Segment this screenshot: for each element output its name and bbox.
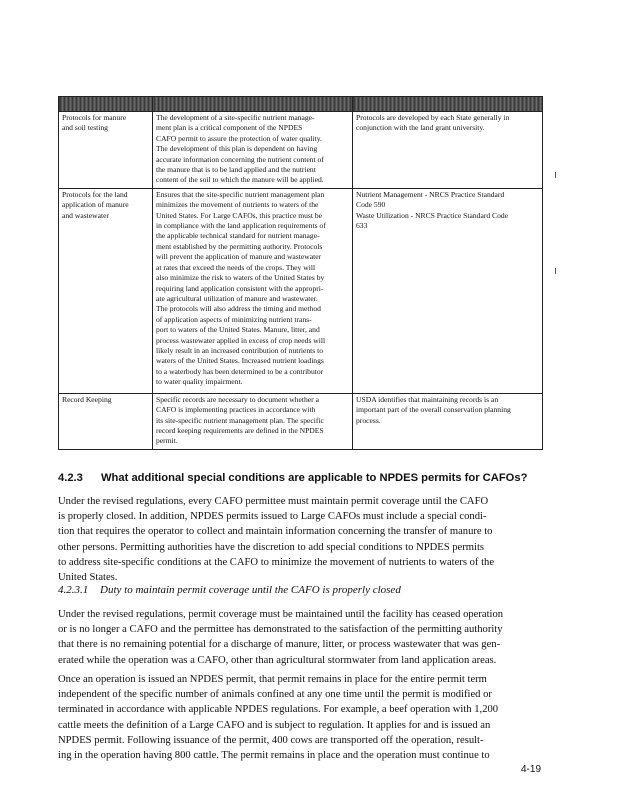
cell-line: CAFO permit to assure the protection of water quality. xyxy=(156,133,322,143)
table-cell-reference xyxy=(353,393,543,449)
cell-line: ment plan is a critical component of the NPDES xyxy=(156,123,303,133)
cell-line: permit. xyxy=(156,436,178,446)
cell-line: process wastewater applied in excess of crop needs will xyxy=(156,335,326,345)
section-number: 4.2.3 xyxy=(58,472,83,484)
text-line: Once an operation is issued an NPDES permit, that permit remains in place for the entire permit term xyxy=(58,674,487,685)
text-line: terminated in accordance with applicable NPDES regulations. For example, a beef operation with 1,200 xyxy=(58,704,499,716)
table-cell-practice xyxy=(59,393,153,449)
section-paragraph xyxy=(58,494,548,585)
cell-line: Waste Utilization - NRCS Practice Standard Code xyxy=(356,210,509,220)
cell-line: and wastewater xyxy=(62,210,110,220)
subsection-paragraph xyxy=(58,672,548,763)
cell-line: requiring land application consistent with the appropri- xyxy=(156,283,324,293)
cell-line: minimizes the movement of nutrients to waters of the xyxy=(156,200,319,210)
table-row xyxy=(59,188,543,393)
table-cell-purpose xyxy=(153,188,353,393)
cell-line: Nutrient Management - NRCS Practice Standard xyxy=(356,189,505,199)
subsection-title: Duty to maintain permit coverage until the CAFO is properly closed xyxy=(100,584,401,596)
table-header-cell xyxy=(59,97,153,112)
cell-line: process. xyxy=(356,415,381,425)
cell-line: also minimize the risk to waters of the United States by xyxy=(156,273,325,283)
cell-line: The development of a site-specific nutrient manage- xyxy=(156,113,315,122)
text-line: ing in the operation having 800 cattle. The permit remains in place and the operation must continue to xyxy=(58,750,490,762)
cell-line: Protocols for manure xyxy=(62,113,127,122)
text-line: United States. xyxy=(58,572,118,584)
cell-line: accurate information concerning the nutrient content of xyxy=(156,154,324,164)
cell-line: port to waters of the United States. Manure, litter, and xyxy=(156,325,320,335)
cell-line: likely result in an increased contribution of nutrients to xyxy=(156,345,324,355)
cell-line: the manure that is to be land applied and the nutrient xyxy=(156,165,316,175)
text-line: independent of the specific number of animals confined at any one time until the permit is modified or xyxy=(58,689,492,701)
text-line: NPDES permit. Following issuance of the permit, 400 cows are transported off the operation, result- xyxy=(58,734,484,746)
cell-line: The protocols will also address the timing and method xyxy=(156,304,321,314)
cell-line: to a waterbody has been determined to be a contributor xyxy=(156,366,324,376)
cell-line: ment established by the permitting authority. Protocols xyxy=(156,241,323,251)
table-cell-practice xyxy=(59,188,153,393)
cell-line: will prevent the application of manure and wastewater xyxy=(156,252,322,262)
text-line: Under the revised regulations, permit coverage must be maintained until the facility has ceased operation xyxy=(58,609,504,620)
text-line: cattle meets the definition of a Large CAFO and is subject to regulation. It applies for and is issued an xyxy=(58,719,491,731)
cell-line: the applicable technical standard for nutrient manage- xyxy=(156,231,320,241)
cell-line: in compliance with the land application requirements of xyxy=(156,221,326,231)
section-heading xyxy=(58,472,527,484)
table-header-cell xyxy=(353,97,543,112)
cell-line: waters of the United States. Increased nutrient loadings xyxy=(156,356,324,366)
subsection-heading xyxy=(58,584,401,596)
subsection-number: 4.2.3.1 xyxy=(58,584,89,596)
text-line: erated while the operation was a CAFO, other than agricultural stormwater from land application areas. xyxy=(58,654,497,666)
text-line: Under the revised regulations, every CAFO permittee must maintain permit coverage until the CAFO xyxy=(58,496,489,507)
text-line: is properly closed. In addition, NPDES permits issued to Large CAFOs must include a special condi- xyxy=(58,511,487,523)
table-row xyxy=(59,112,543,189)
cell-line: record keeping requirements are defined in the NPDES xyxy=(156,426,324,436)
bmp-table xyxy=(58,96,543,450)
cell-line: to water quality impairment. xyxy=(156,377,243,387)
table-header-row xyxy=(59,97,543,112)
cell-line: Specific records are necessary to document whether a xyxy=(156,394,319,404)
text-line: tion that requires the operator to collect and maintain information concerning the transfer of manure to xyxy=(58,526,493,538)
cell-line: Code 590 xyxy=(356,200,386,210)
table-row xyxy=(59,393,543,449)
cell-line: ate agricultural utilization of manure and wastewater. xyxy=(156,293,318,303)
cell-line: Record Keeping xyxy=(62,394,112,404)
cell-line: Protocols are developed by each State generally in xyxy=(356,113,510,122)
cell-line: content of the soil to which the manure will be applied. xyxy=(156,175,324,185)
cell-line: The development of this plan is dependent on having xyxy=(156,144,318,154)
page-number: 4-19 xyxy=(521,764,542,775)
table-cell-practice xyxy=(59,112,153,189)
cell-line: conjunction with the land grant university. xyxy=(356,123,485,133)
table-cell-purpose xyxy=(153,393,353,449)
cell-line: 633 xyxy=(356,221,368,231)
text-line: or is no longer a CAFO and the permittee has demonstrated to the satisfaction of the permitting authority xyxy=(58,624,503,636)
cell-line: and soil testing xyxy=(62,123,108,133)
cell-line: USDA identifies that maintaining records is an xyxy=(356,394,499,404)
cell-line: important part of the overall conservation planning xyxy=(356,405,511,415)
cell-line: of application aspects of minimizing nutrient trans- xyxy=(156,314,312,324)
cell-line: application of manure xyxy=(62,200,129,210)
text-line: that there is no remaining potential for a discharge of manure, litter, or process wastewater that was gen- xyxy=(58,639,501,651)
margin-mark xyxy=(555,172,556,178)
text-line: other persons. Permitting authorities have the discretion to add special conditions to NPDES permits xyxy=(58,541,485,553)
table-header-cell xyxy=(153,97,353,112)
cell-line: CAFO is implementing practices in accordance with xyxy=(156,405,316,415)
cell-line: its site-specific nutrient management plan. The specific xyxy=(156,415,324,425)
margin-mark xyxy=(555,268,556,274)
subsection-paragraph xyxy=(58,607,548,668)
text-line: to address site-specific conditions at the CAFO to minimize the movement of nutrients to waters of the xyxy=(58,556,495,568)
cell-line: at rates that exceed the needs of the crops. They will xyxy=(156,262,316,272)
section-title: What additional special conditions are applicable to NPDES permits for CAFOs? xyxy=(101,472,528,484)
cell-line: Protocols for the land xyxy=(62,189,128,199)
cell-line: United States. For Large CAFOs, this practice must be xyxy=(156,210,323,220)
table-cell-reference xyxy=(353,188,543,393)
table-cell-purpose xyxy=(153,112,353,189)
cell-line: Ensures that the site-specific nutrient management plan xyxy=(156,189,325,199)
table-cell-reference xyxy=(353,112,543,189)
